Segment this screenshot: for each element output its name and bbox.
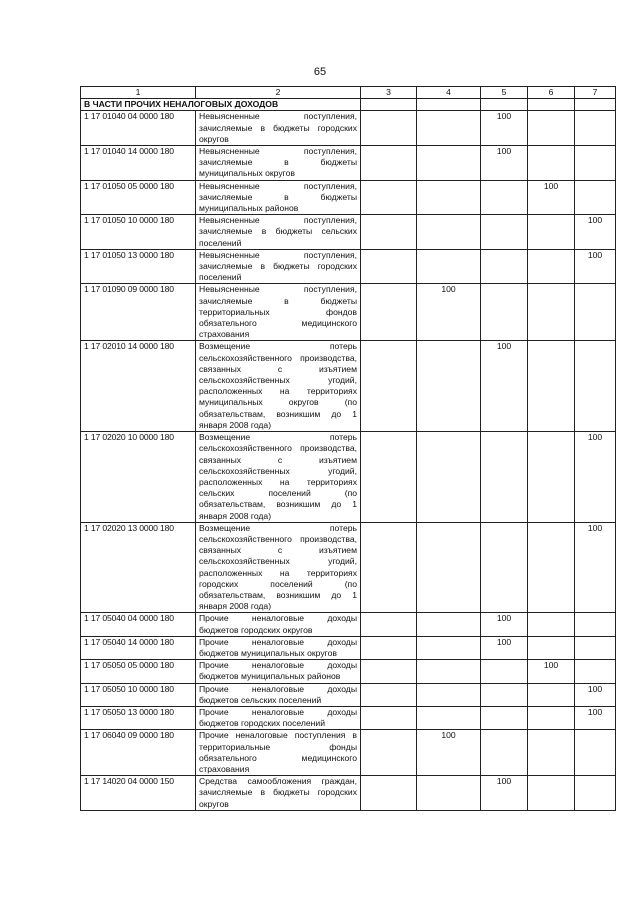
column-5-cell xyxy=(481,432,528,523)
column-6-cell xyxy=(528,706,575,729)
income-name-cell: Прочие неналоговые доходы бюджетов муниципальных округов xyxy=(196,636,361,659)
column-5-cell xyxy=(481,522,528,613)
column-7-cell xyxy=(575,341,616,432)
column-3-cell xyxy=(361,432,417,523)
column-6-cell xyxy=(528,146,575,181)
column-3-cell xyxy=(361,341,417,432)
column-3-cell xyxy=(361,249,417,284)
empty-cell xyxy=(361,99,417,111)
empty-cell xyxy=(575,99,616,111)
column-3-cell xyxy=(361,180,417,215)
table-row xyxy=(81,660,616,683)
column-6-cell xyxy=(528,522,575,613)
column-4-cell: 100 xyxy=(417,730,481,776)
column-6-cell xyxy=(528,636,575,659)
income-code-cell: 1 17 01090 09 0000 180 xyxy=(81,284,196,341)
income-name-cell: Прочие неналоговые доходы бюджетов муниципальных районов xyxy=(196,660,361,683)
column-header-6: 6 xyxy=(528,87,575,99)
section-title: В ЧАСТИ ПРОЧИХ НЕНАЛОГОВЫХ ДОХОДОВ xyxy=(81,99,361,111)
table-row xyxy=(81,432,616,523)
table-row xyxy=(81,215,616,250)
column-7-cell xyxy=(575,284,616,341)
column-7-cell xyxy=(575,636,616,659)
column-3-cell xyxy=(361,706,417,729)
income-name-cell: Невыясненные поступления, зачисляемые в бюджеты городских округов xyxy=(196,111,361,146)
column-5-cell xyxy=(481,215,528,250)
income-code-cell: 1 17 05050 13 0000 180 xyxy=(81,706,196,729)
table-row xyxy=(81,146,616,181)
column-5-cell: 100 xyxy=(481,111,528,146)
column-4-cell xyxy=(417,636,481,659)
column-7-cell xyxy=(575,180,616,215)
column-7-cell xyxy=(575,613,616,636)
income-code-cell: 1 17 02020 13 0000 180 xyxy=(81,522,196,613)
column-3-cell xyxy=(361,111,417,146)
column-6-cell xyxy=(528,111,575,146)
column-7-cell: 100 xyxy=(575,215,616,250)
income-code-cell: 1 17 05050 10 0000 180 xyxy=(81,683,196,706)
page-number: 65 xyxy=(313,66,327,78)
column-5-cell xyxy=(481,249,528,284)
column-5-cell xyxy=(481,730,528,776)
income-code-cell: 1 17 01050 05 0000 180 xyxy=(81,180,196,215)
column-3-cell xyxy=(361,284,417,341)
column-3-cell xyxy=(361,683,417,706)
income-name-cell: Невыясненные поступления, зачисляемые в бюджеты территориальных фондов обязательного медицинского страхования xyxy=(196,284,361,341)
income-name-cell: Прочие неналоговые поступления в территориальные фонды обязательного медицинского страхования xyxy=(196,730,361,776)
income-name-cell: Прочие неналоговые доходы бюджетов городских округов xyxy=(196,613,361,636)
column-header-3: 3 xyxy=(361,87,417,99)
column-5-cell: 100 xyxy=(481,146,528,181)
column-4-cell xyxy=(417,660,481,683)
column-4-cell xyxy=(417,111,481,146)
column-6-cell xyxy=(528,249,575,284)
column-6-cell xyxy=(528,341,575,432)
budget-classification-table xyxy=(80,86,616,811)
income-name-cell: Возмещение потерь сельскохозяйственного производства, связанных с изъятием сельскохозяйственных угодий, расположенных на территориях сельских поселений (по обязательствам, возникшим до 1 января 2008 года) xyxy=(196,432,361,523)
column-6-cell xyxy=(528,730,575,776)
column-4-cell xyxy=(417,683,481,706)
income-code-cell: 1 17 01050 13 0000 180 xyxy=(81,249,196,284)
column-5-cell xyxy=(481,180,528,215)
table-row xyxy=(81,683,616,706)
column-4-cell: 100 xyxy=(417,284,481,341)
column-7-cell: 100 xyxy=(575,522,616,613)
column-4-cell xyxy=(417,180,481,215)
column-header-7: 7 xyxy=(575,87,616,99)
column-7-cell xyxy=(575,776,616,811)
column-5-cell: 100 xyxy=(481,776,528,811)
income-name-cell: Прочие неналоговые доходы бюджетов городских поселений xyxy=(196,706,361,729)
column-header-2: 2 xyxy=(196,87,361,99)
column-3-cell xyxy=(361,613,417,636)
column-4-cell xyxy=(417,146,481,181)
table-row xyxy=(81,180,616,215)
income-name-cell: Прочие неналоговые доходы бюджетов сельских поселений xyxy=(196,683,361,706)
column-4-cell xyxy=(417,341,481,432)
column-3-cell xyxy=(361,776,417,811)
column-header-5: 5 xyxy=(481,87,528,99)
column-6-cell xyxy=(528,613,575,636)
table-row xyxy=(81,706,616,729)
income-code-cell: 1 17 05050 05 0000 180 xyxy=(81,660,196,683)
income-code-cell: 1 17 01040 04 0000 180 xyxy=(81,111,196,146)
column-7-cell xyxy=(575,146,616,181)
income-name-cell: Невыясненные поступления, зачисляемые в бюджеты городских поселений xyxy=(196,249,361,284)
empty-cell xyxy=(481,99,528,111)
column-6-cell xyxy=(528,432,575,523)
income-code-cell: 1 17 14020 04 0000 150 xyxy=(81,776,196,811)
table-row xyxy=(81,249,616,284)
section-title-row xyxy=(81,99,616,111)
column-4-cell xyxy=(417,776,481,811)
column-header-row xyxy=(81,87,616,99)
income-code-cell: 1 17 06040 09 0000 180 xyxy=(81,730,196,776)
column-6-cell xyxy=(528,215,575,250)
table-row xyxy=(81,522,616,613)
column-3-cell xyxy=(361,215,417,250)
column-4-cell xyxy=(417,522,481,613)
column-6-cell xyxy=(528,683,575,706)
column-3-cell xyxy=(361,730,417,776)
column-7-cell: 100 xyxy=(575,432,616,523)
table-row xyxy=(81,613,616,636)
column-4-cell xyxy=(417,613,481,636)
column-3-cell xyxy=(361,522,417,613)
table-row xyxy=(81,776,616,811)
column-7-cell xyxy=(575,730,616,776)
table-row xyxy=(81,284,616,341)
column-6-cell: 100 xyxy=(528,180,575,215)
income-name-cell: Невыясненные поступления, зачисляемые в бюджеты сельских поселений xyxy=(196,215,361,250)
column-5-cell xyxy=(481,683,528,706)
table-row xyxy=(81,636,616,659)
column-7-cell xyxy=(575,111,616,146)
income-name-cell: Невыясненные поступления, зачисляемые в бюджеты муниципальных районов xyxy=(196,180,361,215)
column-4-cell xyxy=(417,706,481,729)
income-code-cell: 1 17 02010 14 0000 180 xyxy=(81,341,196,432)
column-6-cell xyxy=(528,776,575,811)
column-5-cell xyxy=(481,284,528,341)
column-7-cell xyxy=(575,660,616,683)
table-row xyxy=(81,730,616,776)
column-3-cell xyxy=(361,660,417,683)
income-name-cell: Возмещение потерь сельскохозяйственного производства, связанных с изъятием сельскохозяйственных угодий, расположенных на территориях городских поселений (по обязательствам, возникшим до 1 января 2008 года) xyxy=(196,522,361,613)
column-6-cell xyxy=(528,284,575,341)
income-code-cell: 1 17 01040 14 0000 180 xyxy=(81,146,196,181)
column-4-cell xyxy=(417,432,481,523)
column-4-cell xyxy=(417,215,481,250)
income-code-cell: 1 17 05040 14 0000 180 xyxy=(81,636,196,659)
column-3-cell xyxy=(361,636,417,659)
income-name-cell: Невыясненные поступления, зачисляемые в бюджеты муниципальных округов xyxy=(196,146,361,181)
income-name-cell: Средства самообложения граждан, зачисляемые в бюджеты городских округов xyxy=(196,776,361,811)
column-5-cell xyxy=(481,706,528,729)
income-code-cell: 1 17 02020 10 0000 180 xyxy=(81,432,196,523)
table-row xyxy=(81,111,616,146)
column-7-cell: 100 xyxy=(575,683,616,706)
column-5-cell: 100 xyxy=(481,613,528,636)
income-name-cell: Возмещение потерь сельскохозяйственного производства, связанных с изъятием сельскохозяйственных угодий, расположенных на территориях муниципальных округов (по обязательствам, возникшим до 1 января 2008 года) xyxy=(196,341,361,432)
column-7-cell: 100 xyxy=(575,249,616,284)
empty-cell xyxy=(417,99,481,111)
column-3-cell xyxy=(361,146,417,181)
column-5-cell: 100 xyxy=(481,636,528,659)
table-row xyxy=(81,341,616,432)
income-code-cell: 1 17 05040 04 0000 180 xyxy=(81,613,196,636)
column-header-4: 4 xyxy=(417,87,481,99)
column-7-cell: 100 xyxy=(575,706,616,729)
column-5-cell: 100 xyxy=(481,341,528,432)
empty-cell xyxy=(528,99,575,111)
column-header-1: 1 xyxy=(81,87,196,99)
column-5-cell xyxy=(481,660,528,683)
income-code-cell: 1 17 01050 10 0000 180 xyxy=(81,215,196,250)
column-6-cell: 100 xyxy=(528,660,575,683)
column-4-cell xyxy=(417,249,481,284)
